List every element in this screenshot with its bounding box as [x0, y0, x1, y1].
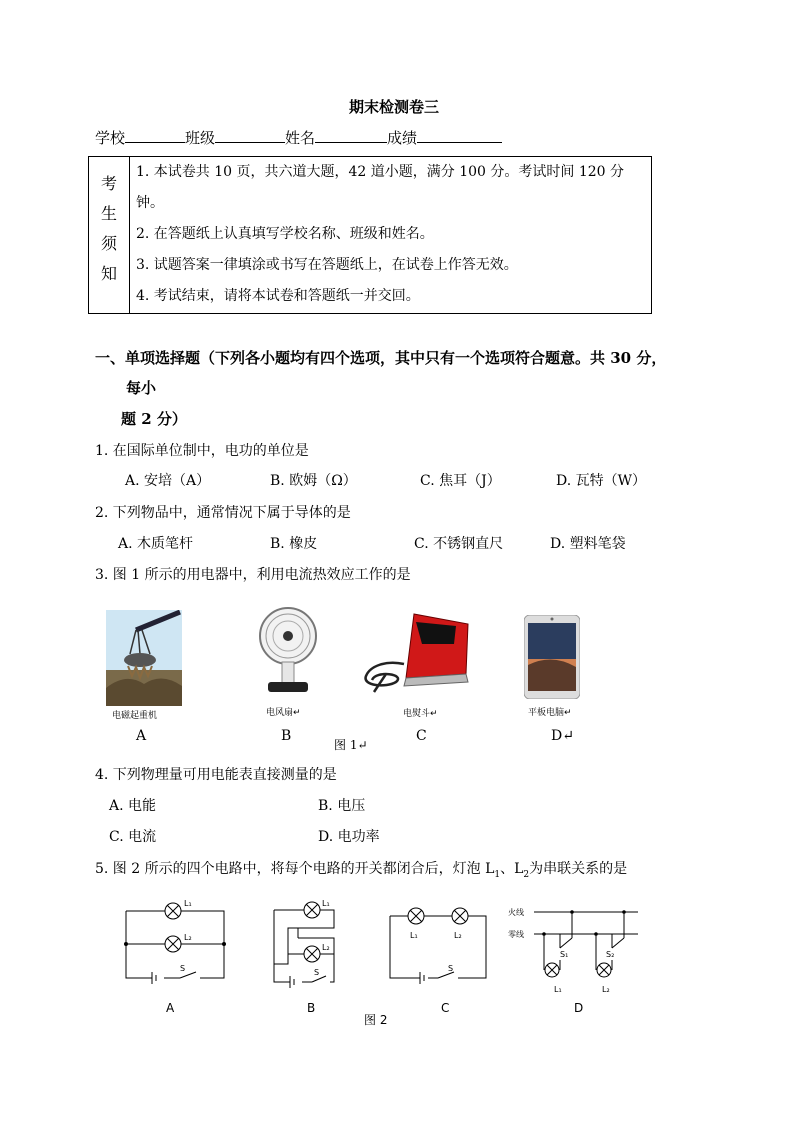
- circuit-a-diagram: [120, 898, 230, 986]
- section-heading-cont: 每小: [126, 379, 157, 397]
- notice-rule: 4. 考试结束，请将本试卷和答题纸一并交回。: [136, 288, 420, 304]
- notice-rule: 2. 在答题纸上认真填写学校名称、班级和姓名。: [136, 226, 434, 242]
- option[interactable]: B. 橡皮: [270, 536, 318, 552]
- svg-text:L₁: L₁: [410, 931, 418, 940]
- circuit-c-diagram: [386, 898, 496, 986]
- svg-text:L₁: L₁: [184, 899, 192, 908]
- option[interactable]: B. 电压: [318, 798, 366, 814]
- svg-text:S: S: [448, 964, 454, 973]
- option-letter[interactable]: C: [441, 1001, 450, 1015]
- svg-text:L₂: L₂: [454, 931, 462, 940]
- section-heading-cont: 题 2 分）: [121, 410, 187, 428]
- question-stem: 4. 下列物理量可用电能表直接测量的是: [95, 767, 337, 783]
- question-stem: 3. 图 1 所示的用电器中，利用电流热效应工作的是: [95, 567, 411, 583]
- svg-text:L₂: L₂: [322, 943, 330, 952]
- option[interactable]: C. 不锈钢直尺: [414, 536, 504, 552]
- subscript: 1: [494, 869, 501, 880]
- svg-text:S: S: [314, 968, 320, 977]
- svg-text:S₁: S₁: [560, 950, 569, 959]
- option[interactable]: A. 木质笔杆: [118, 536, 194, 552]
- stem-text: 、L: [500, 861, 524, 877]
- notice-table: [88, 156, 652, 314]
- option[interactable]: C. 焦耳（J）: [420, 473, 501, 489]
- question-stem: [95, 860, 627, 884]
- notice-char: 考: [100, 174, 117, 193]
- option-letter[interactable]: A: [136, 728, 147, 744]
- option-letter[interactable]: D: [574, 1001, 584, 1015]
- name-label: 姓名: [285, 129, 316, 147]
- student-info-line: [95, 128, 502, 148]
- notice-rules: [130, 157, 652, 314]
- stem-text: 5. 图 2 所示的四个电路中，将每个电路的开关都闭合后，灯泡 L: [95, 861, 495, 877]
- option[interactable]: B. 欧姆（Ω）: [270, 473, 357, 489]
- score-blank[interactable]: [417, 128, 502, 143]
- svg-text:L₁: L₁: [554, 985, 562, 994]
- option[interactable]: A. 安培（A）: [125, 473, 211, 489]
- school-label: 学校: [95, 129, 126, 147]
- figure-label: 图 2: [364, 1013, 388, 1027]
- svg-text:S₂: S₂: [606, 950, 615, 959]
- circuit-b-diagram: [268, 898, 342, 988]
- stem-text: 为串联关系的是: [529, 861, 628, 877]
- notice-side-label: [89, 157, 130, 314]
- option[interactable]: C. 电流: [109, 829, 157, 845]
- page-title: 期末检测卷三: [349, 98, 440, 116]
- option-letter[interactable]: C: [416, 728, 427, 744]
- image-caption: 电熨斗↵: [403, 709, 438, 719]
- class-label: 班级: [185, 129, 216, 147]
- electric-iron-image: [356, 604, 474, 698]
- electric-fan-image: [258, 604, 318, 696]
- svg-text:火线: 火线: [508, 908, 524, 917]
- section-heading: 一、单项选择题（下列各小题均有四个选项，其中只有一个选项符合题意。共 30 分，: [95, 349, 667, 367]
- class-blank[interactable]: [215, 128, 285, 143]
- option-letter[interactable]: B: [307, 1001, 316, 1015]
- notice-rule: 3. 试题答案一律填涂或书写在答题纸上，在试卷上作答无效。: [136, 257, 518, 273]
- svg-text:L₂: L₂: [602, 985, 610, 994]
- option-letter[interactable]: D↵: [551, 728, 574, 744]
- subscript: 2: [523, 869, 530, 880]
- image-caption: 电磁起重机: [112, 711, 158, 721]
- option-letter[interactable]: B: [281, 728, 292, 744]
- question-stem: 1. 在国际单位制中，电功的单位是: [95, 443, 309, 459]
- school-blank[interactable]: [125, 128, 185, 143]
- svg-text:L₂: L₂: [184, 933, 192, 942]
- notice-char: 生: [100, 204, 117, 223]
- svg-text:L₁: L₁: [322, 899, 330, 908]
- notice-char: 须: [100, 234, 117, 253]
- option[interactable]: D. 瓦特（W）: [556, 473, 647, 489]
- image-caption: 电风扇↵: [266, 708, 301, 718]
- tablet-image: [524, 615, 580, 699]
- option[interactable]: D. 塑料笔袋: [550, 536, 626, 552]
- circuit-d-diagram: [506, 900, 646, 1000]
- svg-text:S: S: [180, 964, 186, 973]
- image-caption: 平板电脑↵: [528, 708, 572, 718]
- option[interactable]: A. 电能: [109, 798, 157, 814]
- notice-char: 知: [100, 264, 117, 283]
- figure-label: 图 1↵: [334, 738, 368, 752]
- option-letter[interactable]: A: [166, 1001, 175, 1015]
- notice-rule: 1. 本试卷共 10 页，共六道大题，42 道小题，满分 100 分。考试时间 120 分钟。: [136, 164, 625, 211]
- question-stem: 2. 下列物品中，通常情况下属于导体的是: [95, 505, 351, 521]
- name-blank[interactable]: [315, 128, 387, 143]
- svg-text:零线: 零线: [508, 930, 524, 939]
- crane-magnet-image: [106, 610, 182, 706]
- option[interactable]: D. 电功率: [318, 829, 380, 845]
- score-label: 成绩: [387, 129, 418, 147]
